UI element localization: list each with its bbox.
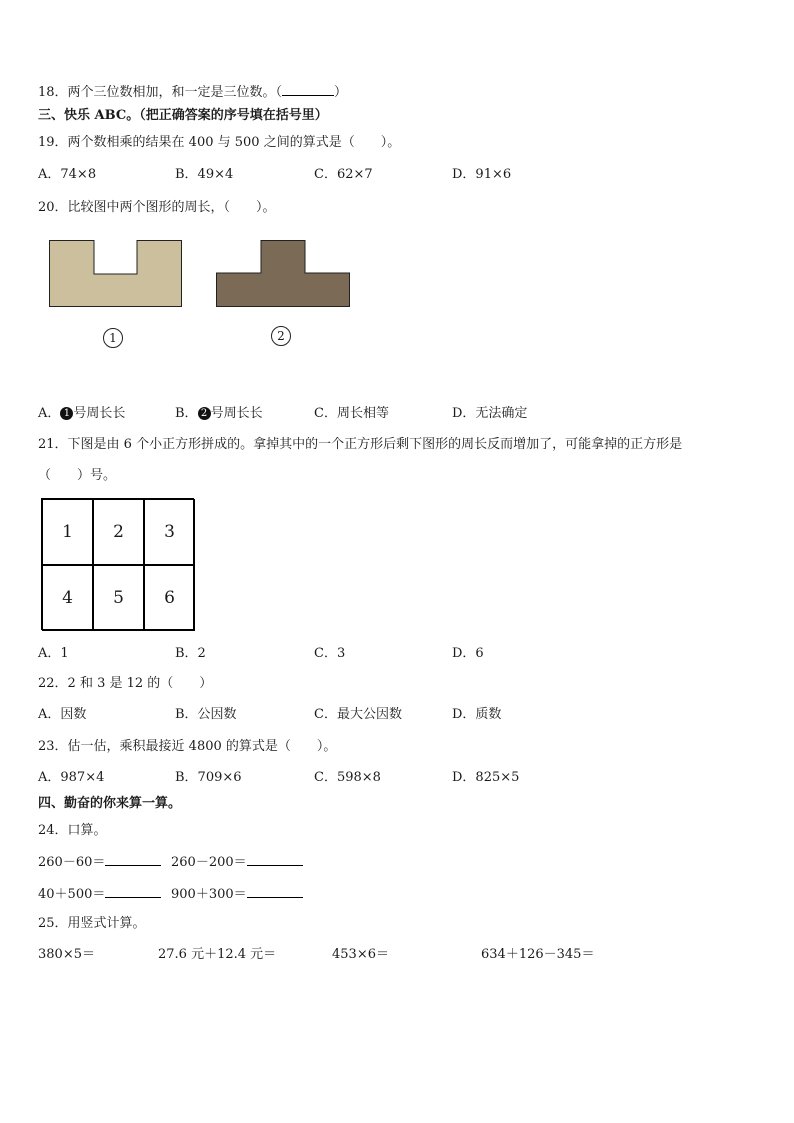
section-4-heading: 四、勤奋的你来算一算。: [38, 796, 182, 811]
six-square-grid: [41, 498, 194, 630]
q25-item-1: 380×5＝: [38, 947, 95, 962]
q22-option-a[interactable]: A．因数: [38, 707, 87, 722]
grid-cell-4: 4: [42, 565, 93, 631]
q20-option-b[interactable]: [175, 405, 263, 423]
q22-option-c[interactable]: C．最大公因数: [314, 707, 402, 722]
question-21-text2: （ ）号。: [38, 468, 117, 483]
grid-cell-5: 5: [93, 565, 144, 631]
q20-option-a-circle: 1: [60, 407, 73, 420]
q24-item-3-expr: 40＋500＝: [38, 887, 106, 902]
q23-option-d[interactable]: D．825×5: [452, 770, 520, 785]
grid-cell-2: 2: [93, 499, 144, 565]
grid-cell-6: 6: [144, 565, 195, 631]
q21-option-b[interactable]: B．2: [175, 646, 206, 661]
grid-cell-3: 3: [144, 499, 195, 565]
q19-option-b[interactable]: B．49×4: [175, 167, 234, 182]
q20-option-a-letter: A．: [38, 406, 61, 421]
question-21-text: 21．下图是由 6 个小正方形拼成的。拿掉其中的一个正方形后剩下图形的周长反而增加了，可能拿掉的正方形是: [38, 437, 683, 452]
question-23-text: 23．估一估，乘积最接近 4800 的算式是（ ）。: [38, 739, 337, 754]
q25-item-3: 453×6＝: [332, 947, 389, 962]
q25-item-4: 634＋126－345＝: [481, 947, 595, 962]
figure-2-shape: [216, 240, 351, 308]
q23-option-b[interactable]: B．709×6: [175, 770, 242, 785]
q19-option-a[interactable]: A．74×8: [38, 167, 97, 182]
q24-item-1-expr: 260－60＝: [38, 855, 106, 870]
q20-option-b-circle: 2: [198, 407, 211, 420]
q24-item-1-blank[interactable]: [105, 852, 161, 866]
q22-option-d[interactable]: D．质数: [452, 707, 502, 722]
question-18-text: 18．两个三位数相加，和一定是三位数。（: [38, 85, 283, 100]
q24-item-2-blank[interactable]: [247, 852, 303, 866]
figure-2-label: 2: [271, 326, 291, 346]
q24-item-4-expr: 900＋300＝: [171, 887, 247, 902]
question-24-text: 24．口算。: [38, 823, 107, 838]
q24-item-2-expr: 260－200＝: [171, 855, 247, 870]
q24-item-2: [171, 852, 303, 872]
question-20-text: 20．比较图中两个图形的周长，（ ）。: [38, 200, 276, 215]
q20-option-d[interactable]: D．无法确定: [452, 406, 528, 421]
q20-option-a-text: 号周长长: [73, 406, 126, 421]
q21-option-c[interactable]: C．3: [314, 646, 346, 661]
section-3-heading: 三、快乐 ABC。（把正确答案的序号填在括号里）: [38, 108, 328, 123]
q20-option-c[interactable]: C．周长相等: [314, 406, 389, 421]
q24-item-4-blank[interactable]: [247, 884, 303, 898]
question-18: [38, 82, 347, 102]
q24-item-1: [38, 852, 161, 872]
q23-option-c[interactable]: C．598×8: [314, 770, 381, 785]
figure-1-label: 1: [103, 328, 123, 348]
question-19-text: 19．两个数相乘的结果在 400 与 500 之间的算式是（ ）。: [38, 135, 401, 150]
q22-option-b[interactable]: B．公因数: [175, 707, 237, 722]
answer-blank-18[interactable]: [282, 82, 334, 96]
question-25-text: 25．用竖式计算。: [38, 916, 146, 931]
grid-cell-1: 1: [42, 499, 93, 565]
figure-1-shape: [49, 240, 183, 308]
question-22-text: 22．2 和 3 是 12 的（ ）: [38, 676, 213, 691]
q21-option-a[interactable]: A．1: [38, 646, 69, 661]
q21-option-d[interactable]: D．6: [452, 646, 484, 661]
question-18-close: ）: [334, 85, 348, 100]
q20-option-a[interactable]: [38, 405, 125, 423]
q24-item-3-blank[interactable]: [105, 884, 161, 898]
q20-option-b-text: 号周长长: [210, 406, 263, 421]
q25-item-2: 27.6 元＋12.4 元＝: [158, 947, 277, 962]
q24-item-3: [38, 884, 161, 904]
q19-option-d[interactable]: D．91×6: [452, 167, 512, 182]
q23-option-a[interactable]: A．987×4: [38, 770, 105, 785]
q19-option-c[interactable]: C．62×7: [314, 167, 373, 182]
q24-item-4: [171, 884, 303, 904]
q20-option-b-letter: B．: [175, 406, 198, 421]
